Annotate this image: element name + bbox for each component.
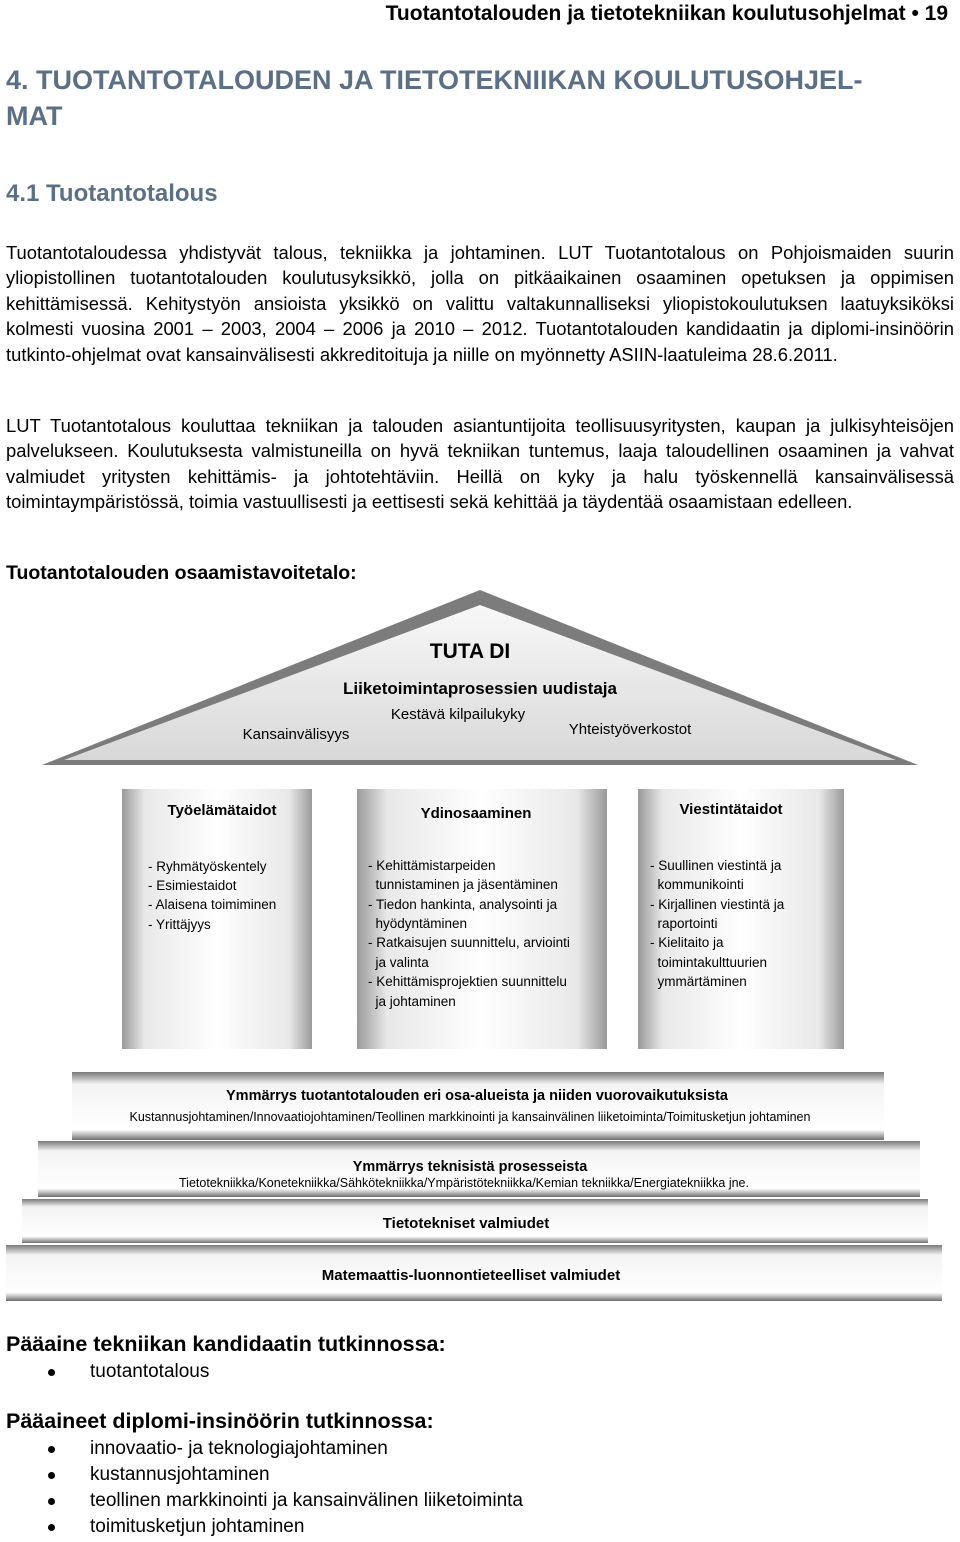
pillar-item: kommunikointi bbox=[650, 877, 744, 892]
bachelor-major-heading: Pääaine tekniikan kandidaatin tutkinnossa: bbox=[6, 1332, 446, 1356]
bullet-icon bbox=[48, 1369, 55, 1376]
list-item-text: kustannusjohtaminen bbox=[90, 1464, 270, 1485]
running-header bbox=[386, 2, 948, 26]
pillar-item: ja johtaminen bbox=[368, 994, 456, 1009]
pillar-item: - Ratkaisujen suunnittelu, arviointi bbox=[368, 935, 570, 950]
pillar-item: - Esimiestaidot bbox=[148, 878, 237, 893]
list-item bbox=[0, 1488, 700, 1514]
bullet-icon bbox=[48, 1446, 55, 1453]
foundation-title: Ymmärrys tuotantotalouden eri osa-alueista ja niiden vuorovaikutuksista bbox=[226, 1088, 728, 1104]
header-separator-dot: • bbox=[911, 2, 925, 25]
pillar-item: - Kehittämistarpeiden bbox=[368, 858, 496, 873]
pillar-item: - Suullinen viestintä ja bbox=[650, 858, 782, 873]
foundation-detail: Kustannusjohtaminen/Innovaatiojohtaminen/Teollinen markkinointi ja kansainvälinen liiketoiminta/Toimitusketjun johtaminen bbox=[129, 1110, 811, 1124]
pillar-title: Ydinosaaminen bbox=[420, 805, 532, 822]
list-item bbox=[0, 1514, 700, 1540]
foundation-level-3 bbox=[22, 1199, 928, 1243]
list-item bbox=[0, 1359, 700, 1385]
bullet-icon bbox=[48, 1498, 55, 1505]
graduates-paragraph: LUT Tuotantotalous kouluttaa tekniikan ja talouden asiantuntijoita teollisuusyritysten, kaupan ja julkisyhteisöjen palvelukseen. Koulutuksesta valmistuneilla on hyvä tekniikan tuntemus, laaja taloudellinen osaaminen ja vahvat valmiudet yritysten kehittämis- ja johtotehtäviin. Heillä on kyky ja halu työskennellä kansainvälisessä toimintaympäristössä, toimia vastuullisesti ja eettisesti sekä kehittää ja täydentää osaamistaan edelleen. bbox=[6, 415, 954, 513]
pillar-tyoelamataidot bbox=[122, 789, 312, 1049]
bullet-icon bbox=[48, 1524, 55, 1531]
pillar-item: - Tiedon hankinta, analysointi ja bbox=[368, 897, 558, 912]
pillar-item: - Ryhmätyöskentely bbox=[148, 859, 267, 874]
competence-house-diagram bbox=[0, 585, 960, 1310]
pillar-item: - Kielitaito ja bbox=[650, 935, 724, 950]
pillar-item: raportointi bbox=[650, 916, 718, 931]
list-item bbox=[0, 1462, 700, 1488]
pillar-title: Viestintätaidot bbox=[679, 801, 783, 818]
pillar-item: - Alaisena toimiminen bbox=[148, 897, 277, 912]
master-majors-list bbox=[0, 1436, 700, 1540]
roof-left-goal: Kansainvälisyys bbox=[242, 726, 350, 743]
pillar-item: - Kirjallinen viestintä ja bbox=[650, 897, 785, 912]
running-title: Tuotantotalouden ja tietotekniikan koulutusohjelmat bbox=[385, 2, 906, 25]
list-item bbox=[0, 1436, 700, 1462]
pillar-item: - Yrittäjyys bbox=[148, 917, 211, 932]
pillar-item: tunnistaminen ja jäsentäminen bbox=[368, 877, 558, 892]
chapter-title-line-2: MAT bbox=[6, 101, 63, 131]
bullet-icon bbox=[48, 1472, 55, 1479]
intro-paragraph: Tuotantotaloudessa yhdistyvät talous, tekniikka ja johtaminen. LUT Tuotantotalous on Pohjoismaiden suurin yliopistollinen tuotantotalouden koulutusyksikkö, jolla on pitkäaikainen osaaminen opetuksen ja oppimisen kehittämisessä. Kehitystyön ansioista yksikkö on valittu valtakunnalliseksi yliopistokoulutuksen laatuyksiköksi kolmesti vuosina 2001 – 2003, 2004 – 2006 ja 2010 – 2012. Tuotantotalouden kandidaatin ja diplomi-insinöörin tutkinto-ohjelmat ovat kansainvälisesti akkreditoituja ja niille on myönnetty ASIIN-laatuleima 28.6.2011. bbox=[6, 242, 954, 365]
roof bbox=[42, 590, 918, 765]
pillar-item: ymmärtäminen bbox=[650, 974, 747, 989]
pillar-title: Työelämätaidot bbox=[167, 802, 277, 819]
foundation-detail: Tietotekniikka/Konetekniikka/Sähkötekniikka/Ympäristötekniikka/Kemian tekniikka/Energiatekniikka jne. bbox=[179, 1176, 749, 1190]
chapter-title bbox=[6, 62, 936, 134]
pillar-item: ja valinta bbox=[368, 955, 429, 970]
bachelor-major-list bbox=[0, 1359, 700, 1385]
master-majors-heading: Pääaineet diplomi-insinöörin tutkinnossa: bbox=[6, 1409, 434, 1433]
list-item-text: teollinen markkinointi ja kansainvälinen liiketoiminta bbox=[90, 1490, 524, 1511]
list-item-text: innovaatio- ja teknologiajohtaminen bbox=[90, 1438, 388, 1459]
chapter-title-line-1: 4. TUOTANTOTALOUDEN JA TIETOTEKNIIKAN KOULUTUSOHJEL- bbox=[6, 65, 863, 95]
pillar-item: toimintakulttuurien bbox=[650, 955, 768, 970]
page-number: 19 bbox=[924, 2, 948, 25]
foundation-title: Ymmärrys teknisistä prosesseista bbox=[352, 1159, 588, 1175]
foundation-title: Matemaattis-luonnontieteelliset valmiudet bbox=[321, 1267, 621, 1284]
foundation-title: Tietotekniset valmiudet bbox=[382, 1215, 550, 1232]
roof-right-goal: Yhteistyöverkostot bbox=[568, 721, 692, 738]
roof-subtitle: Liiketoimintaprosessien uudistaja bbox=[343, 679, 617, 698]
section-title: 4.1 Tuotantotalous bbox=[6, 180, 218, 207]
foundation-level-2 bbox=[38, 1141, 920, 1197]
roof-center-goal: Kestävä kilpailukyky bbox=[390, 706, 526, 723]
list-item-text: tuotantotalous bbox=[90, 1361, 210, 1382]
pillar-item: - Kehittämisprojektien suunnittelu bbox=[368, 974, 567, 989]
pillar-item: hyödyntäminen bbox=[368, 916, 468, 931]
foundation-level-1 bbox=[72, 1072, 884, 1140]
list-item-text: toimitusketjun johtaminen bbox=[90, 1516, 305, 1537]
roof-title: TUTA DI bbox=[429, 640, 511, 663]
foundation-level-4 bbox=[6, 1245, 942, 1301]
figure-caption: Tuotantotalouden osaamistavoitetalo: bbox=[6, 562, 357, 584]
